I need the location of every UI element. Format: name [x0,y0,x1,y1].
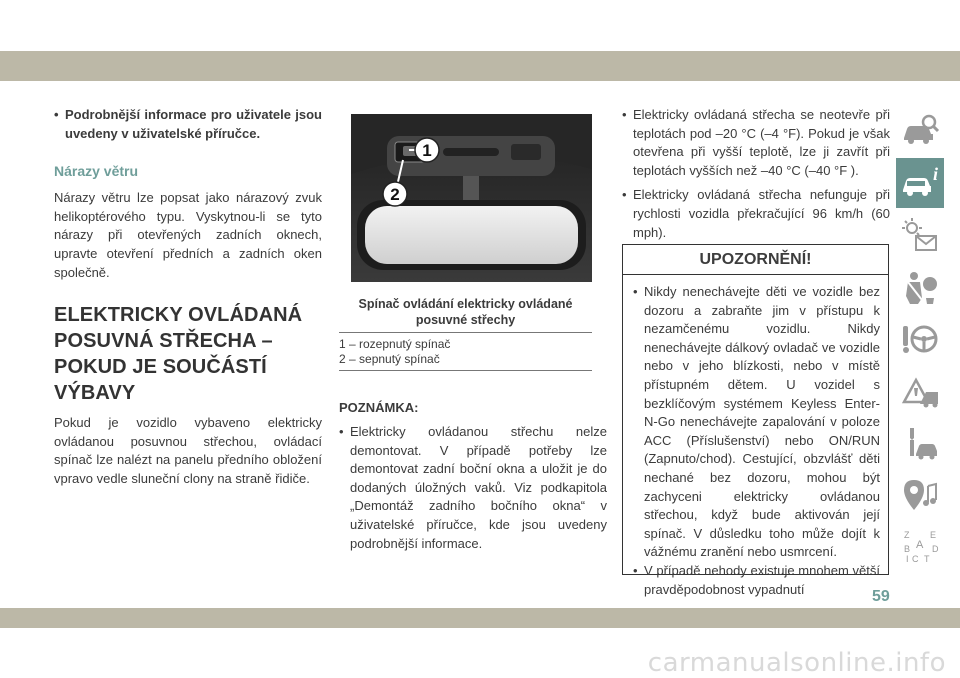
multimedia-location-icon [900,476,940,514]
legend-item-1: 1 – rozepnutý spínač [339,337,451,351]
index-az-icon [900,528,940,566]
sunroof-switch-photo [351,114,592,282]
car-info-icon [900,164,940,202]
warning-light-message-icon [900,216,940,254]
note-bullet: • Elektricky ovládanou střechu nelze demontovat. V případě potřeby lze demontovat zadní boční okna a uložit je do dodaných úložných vaků. Viz podkapitola „Demontáž zadního bočního okna“ v uživatelské příručce, kde jsou uvedeny podrobnější informace. [339,423,607,553]
intro-bullet: • Podrobnější informace pro uživatele jsou uvedeny v uživatelské příručce. [54,106,322,143]
warning-body [623,275,888,599]
watermark: carmanualsonline.info [647,648,946,678]
subheading-wind-buffeting: Nárazy větru [54,163,139,180]
tab-safety[interactable] [896,262,944,312]
index-letter-c: C [912,554,919,564]
svg-text:i: i [933,164,939,184]
warning-bullet-children: • Nikdy nenechávejte děti ve vozidle bez dozoru a zabraňte jim v přístupu k nezamčenému vozidlu. Nikdy nenechávejte dálkový ovladač ve vozidle nebo v jeho blízkosti, nebo v místě přístupném dětem. U vozidel s bezklíčovým systémem Keyless Enter-N-Go nenechávejte zapalování v poloze ACC (Příslušenství) nebo ON/RUN (Zapnuto/chod). Cestující, obzvlášť děti nechané bez dozoru, mohou být zachyceni elektricky ovládanou střechou, když bude aktivován její spínač. V důsledku toho může dojít k vážnému zranění nebo usmrcení. [633,283,880,562]
index-letter-e: E [930,530,937,540]
tab-servicing[interactable] [896,418,944,468]
tab-multimedia[interactable] [896,470,944,520]
index-letter-b: B [904,544,911,554]
index-letter-d: D [932,544,939,554]
tab-car-info[interactable] [896,158,944,208]
wind-buffeting-paragraph: Nárazy větru lze popsat jako nárazový zvuk helikoptérového typu. Vyskytnou-li se tyto nárazy při otevřených zadních oknech, upravte otevření předních a zadních oken společně. [54,190,322,280]
speed-bullet: • Elektricky ovládaná střecha nefunguje při rychlosti vozidla překračující 96 km/h (60 mph). [622,186,890,242]
note-body [339,423,607,553]
temperature-bullet: • Elektricky ovládaná střecha se neotevře při teplotách pod –20 °C (–4 °F). Pokud je však otevřena při vyšší teplotě, lze ji zavřít při teplotách vyšších než –40 °C (–40 °F ). [622,106,890,180]
top-band [0,51,960,81]
steering-wheel-icon [900,320,940,358]
left-column [54,106,322,489]
tab-warning-lights[interactable] [896,210,944,260]
tab-car-search[interactable] [896,106,944,156]
warning-bullet-accident: • V případě nehody existuje mnohem větší pravděpodobnost vypadnutí [633,562,880,599]
chapter-tabs [896,106,944,574]
sunroof-location-paragraph: Pokud je vozidlo vybaveno elektricky ovládanou posuvnou střechou, ovládací spínač lze nalézt na panelu předního obložení vpravo vedle sluneční clony na straně řidiče. [54,415,322,486]
callout-1-label: 1 [422,141,432,160]
section-heading [54,302,322,406]
heading-line-3: POKUD JE SOUČÁSTÍ [54,356,267,379]
tab-index[interactable] [896,522,944,572]
index-letter-a: A [916,539,924,551]
seatbelt-airbag-icon [900,268,940,306]
right-column [622,106,890,242]
figure-caption-title: Spínač ovládání elektricky ovládané posuvné střechy [358,297,573,327]
legend-item-2: 2 – sepnutý spínač [339,352,440,366]
caption-divider-bottom [339,370,592,371]
heading-line-2: POSUVNÁ STŘECHA – [54,330,273,353]
heading-line-1: ELEKTRICKY OVLÁDANÁ [54,304,303,327]
car-search-icon [900,112,940,150]
heading-line-4: VÝBAVY [54,382,136,405]
tab-emergency[interactable] [896,366,944,416]
index-letter-t: T [924,554,930,564]
hazard-road-icon [900,372,940,410]
tools-car-icon [900,424,940,462]
index-letter-i: I [906,554,909,564]
tab-starting-driving[interactable] [896,314,944,364]
warning-title: UPOZORNĚNÍ! [623,245,888,275]
bottom-band [0,608,960,628]
page-number: 59 [872,588,890,605]
callout-2-label: 2 [390,185,400,204]
index-letter-z: Z [904,530,910,540]
caption-divider-top [339,332,592,333]
note-heading: POZNÁMKA: [339,400,419,415]
